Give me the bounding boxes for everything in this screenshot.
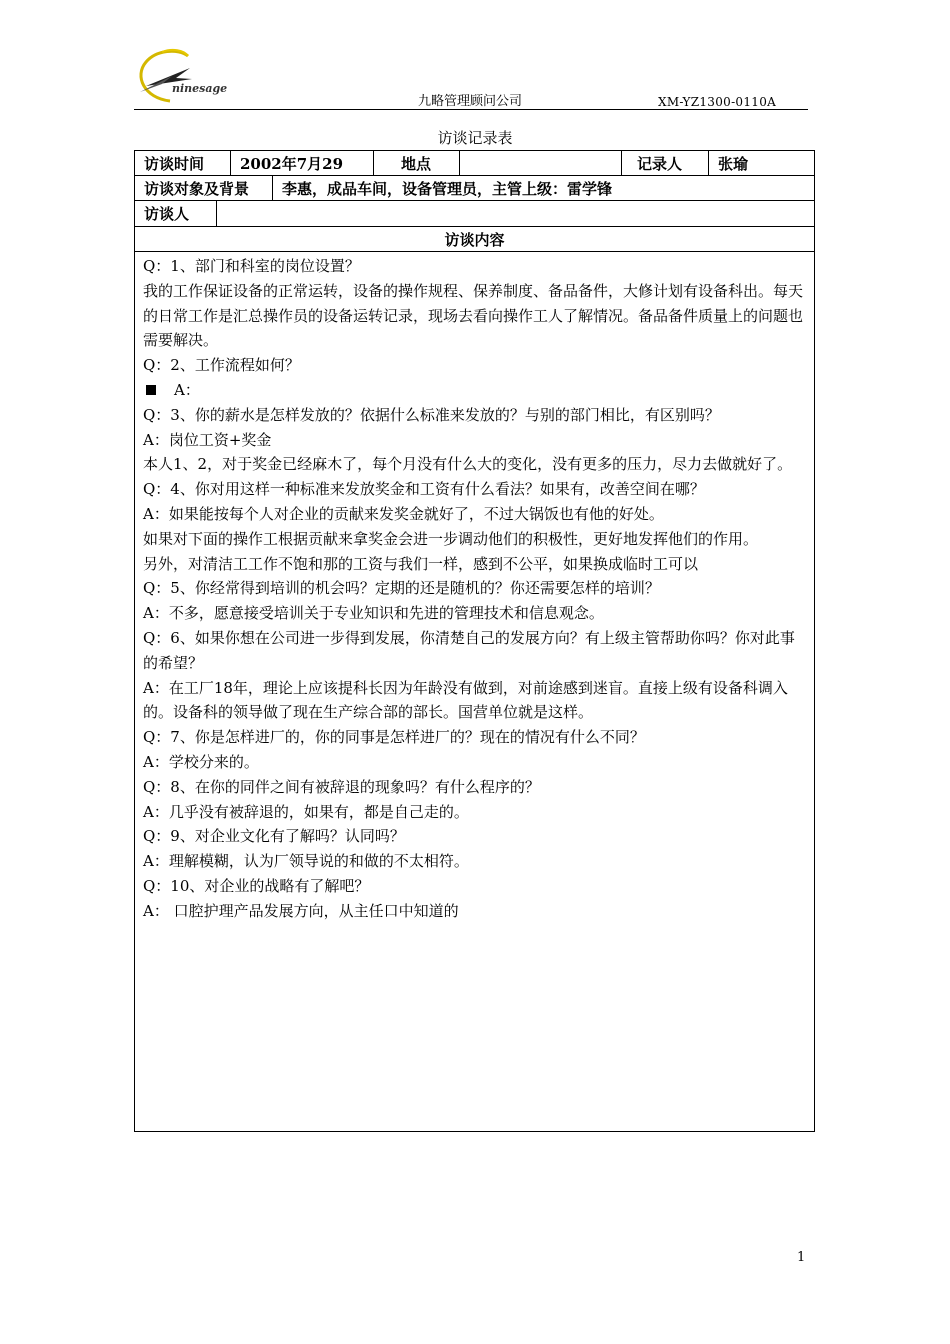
content-line: A：学校分来的。 <box>143 752 259 771</box>
interviewer-label: 访谈人 <box>135 201 217 226</box>
company-logo <box>132 46 232 108</box>
content-line: 另外，对清洁工工作不饱和那的工资与我们一样，感到不公平，如果换成临时工可以 <box>143 554 699 573</box>
form-row-interviewer <box>135 201 814 227</box>
interview-content[interactable] <box>135 252 814 1131</box>
interview-record-form <box>134 150 815 1132</box>
content-label: 访谈内容 <box>444 230 505 249</box>
content-line: Q：2、工作流程如何？ <box>143 356 300 375</box>
content-line: Q：6、如果你想在公司进一步得到发展，你清楚自己的发展方向？有上级主管帮助你吗？你对此事的希望？ <box>143 628 795 672</box>
content-line: Q：8、在你的同伴之间有被辞退的现象吗？有什么程序的？ <box>143 777 540 796</box>
content-line: Q：7、你是怎样进厂的，你的同事是怎样进厂的？现在的情况有什么不同？ <box>143 728 645 747</box>
content-line: Q：4、你对用这样一种标准来发放奖金和工资有什么看法？如果有，改善空间在哪？ <box>143 480 705 499</box>
content-line: Q：3、你的薪水是怎样发放的？依据什么标准来发放的？与别的部门相比，有区别吗？ <box>143 405 720 424</box>
content-line-bulleted: A： <box>143 378 808 403</box>
document-number: XM-YZ1300-0110A <box>658 95 777 109</box>
recorder-label: 记录人 <box>622 151 709 175</box>
content-line: 本人1、2，对于奖金已经麻木了，每个月没有什么大的变化，没有更多的压力，尽力去做就好了。 <box>143 455 793 474</box>
document-title: 访谈记录表 <box>437 129 513 147</box>
time-value[interactable]: 2002年7月29 <box>231 151 374 175</box>
content-line: Q：9、对企业文化有了解吗？认同吗？ <box>143 827 405 846</box>
content-line: A：岗位工资+奖金 <box>143 430 272 449</box>
time-label: 访谈时间 <box>135 151 231 175</box>
content-line: A：几乎没有被辞退的，如果有，都是自己走的。 <box>143 802 469 821</box>
content-line: Q：10、对企业的战略有了解吧？ <box>143 876 370 895</box>
content-line: Q：5、你经常得到培训的机会吗？定期的还是随机的？你还需要怎样的培训？ <box>143 579 660 598</box>
content-line: A：在工厂18年，理论上应该提科长因为年龄没有做到，对前途感到迷盲。直接上级有设备科调入的。设备科的领导做了现在生产综合部的部长。国营单位就是这样。 <box>143 678 788 722</box>
form-row-time <box>135 151 814 176</box>
square-bullet-icon <box>146 385 156 395</box>
interviewer-value[interactable] <box>217 201 814 226</box>
content-line: A：不多，愿意接受培训关于专业知识和先进的管理技术和信息观念。 <box>143 604 604 623</box>
content-line: A： 口腔护理产品发展方向，从主任口中知道的 <box>143 901 459 920</box>
place-label: 地点 <box>374 151 460 175</box>
content-line: A：理解模糊，认为厂领导说的和做的不太相符。 <box>143 852 469 871</box>
form-row-content-header <box>135 227 814 252</box>
content-line: A：如果能按每个人对企业的贡献来发奖金就好了，不过大锅饭也有他的好处。 <box>143 504 664 523</box>
subject-label: 访谈对象及背景 <box>135 176 273 200</box>
page-number: 1 <box>797 1250 806 1265</box>
content-line: 我的工作保证设备的正常运转，设备的操作规程、保养制度、备品备件，大修计划有设备科出。每天的日常工作是汇总操作员的设备运转记录，现场去看向操作工人了解情况。备品备件质量上的问题也需要解决。 <box>143 281 804 350</box>
header-divider <box>134 109 808 110</box>
content-line: Q：1、部门和科室的岗位设置？ <box>143 257 360 275</box>
logo-text: ninesage <box>172 82 228 95</box>
place-value[interactable] <box>460 151 622 175</box>
content-line: 如果对下面的操作工根据贡献来拿奖金会进一步调动他们的积极性，更好地发挥他们的作用。 <box>143 529 759 548</box>
company-name: 九略管理顾问公司 <box>418 94 523 109</box>
recorder-value[interactable]: 张瑜 <box>718 154 749 173</box>
form-row-subject <box>135 176 814 201</box>
subject-value[interactable]: 李惠，成品车间，设备管理员，主管上级：雷学锋 <box>282 179 613 198</box>
